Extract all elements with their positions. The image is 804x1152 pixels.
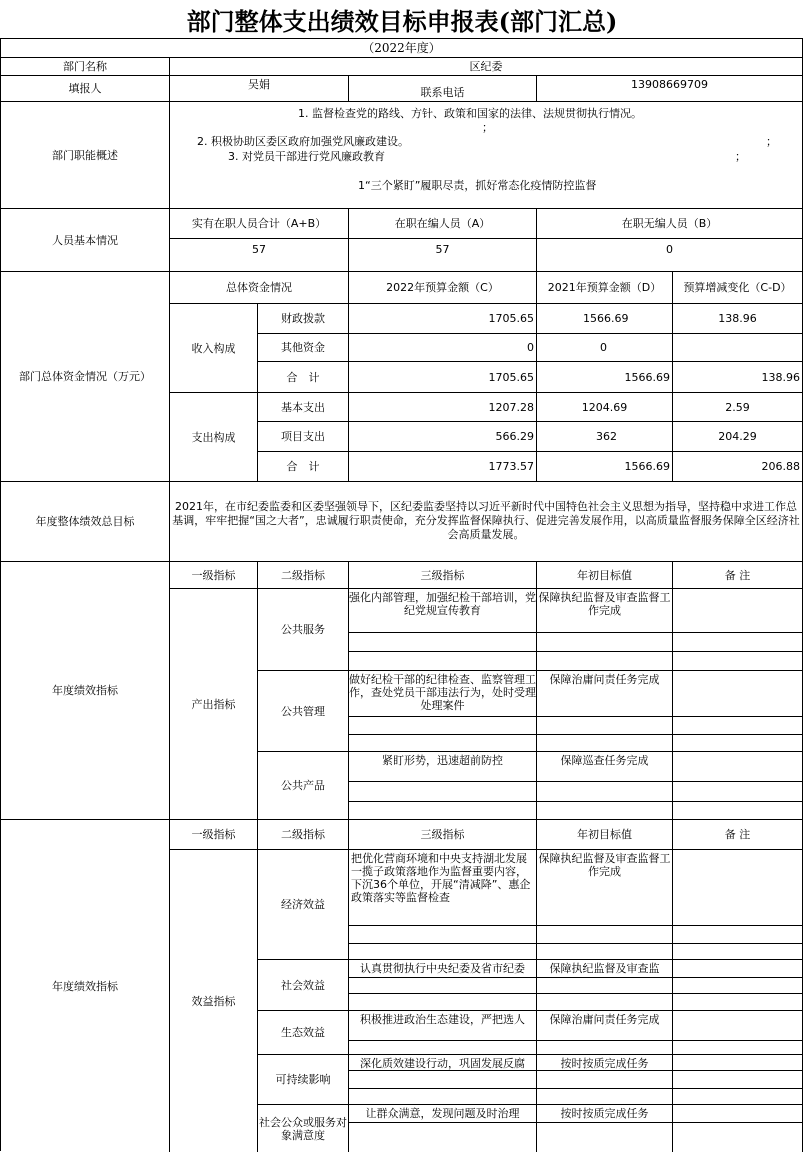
blank-cell: [537, 926, 673, 944]
blank-cell: [537, 1071, 673, 1089]
phone-value: 13908669709: [537, 76, 803, 102]
expense-d-2: 362: [537, 422, 673, 452]
perf1-note-1: [673, 589, 803, 633]
blank-cell: [537, 978, 673, 994]
blank-cell: [349, 1041, 537, 1055]
expense-c-2: 566.29: [349, 422, 537, 452]
phone-label: 联系电话: [349, 76, 537, 102]
perf2-target-3: 保障治庸问责任务完成: [537, 1011, 673, 1041]
expense-name-3: 合 计: [258, 452, 349, 482]
blank-cell: [673, 1071, 803, 1089]
funds-header-overall: 总体资金情况: [170, 272, 349, 304]
funds-header-c: 2022年预算金额（C）: [349, 272, 537, 304]
income-diff-1: 138.96: [673, 304, 803, 334]
blank-cell: [673, 717, 803, 735]
dept-name-label: 部门名称: [1, 58, 170, 76]
perf1-header-note: 备 注: [673, 562, 803, 589]
blank-cell: [349, 1089, 537, 1105]
staff-header-total: 实有在职人员合计（A+B）: [170, 209, 349, 239]
blank-cell: [349, 633, 537, 652]
expense-diff-1: 2.59: [673, 393, 803, 422]
perf1-group-3: 公共产品: [258, 752, 349, 820]
funds-header-diff: 预算增减变化（C-D）: [673, 272, 803, 304]
perf2-level1: 效益指标: [170, 850, 258, 1152]
perf1-target-1: 保障执纪监督及审查监督工作完成: [537, 589, 673, 633]
blank-cell: [673, 926, 803, 944]
perf1-target-2: 保障治庸问责任务完成: [537, 671, 673, 717]
perf2-header-note: 备 注: [673, 820, 803, 850]
duties-label: 部门职能概述: [1, 102, 170, 209]
perf2-group-3: 生态效益: [258, 1011, 349, 1055]
duty-sep-3: ；: [735, 150, 746, 163]
income-d-2: 0: [537, 334, 673, 362]
perf2-label: 年度绩效指标: [1, 820, 170, 1152]
income-d-3: 1566.69: [537, 362, 673, 393]
expense-name-1: 基本支出: [258, 393, 349, 422]
income-name-1: 财政拨款: [258, 304, 349, 334]
blank-cell: [537, 1123, 673, 1152]
blank-cell: [537, 633, 673, 652]
blank-cell: [537, 1041, 673, 1055]
perf1-target-3: 保障巡查任务完成: [537, 752, 673, 782]
overall-goal-label: 年度整体绩效总目标: [1, 482, 170, 562]
overall-goal-text: 2021年，在市纪委监委和区委坚强领导下，区纪委监委坚持以习近平新时代中国特色社会主义思想为指导，坚持稳中求进工作总基调，牢牢把握“国之大者”，忠诚履行职责使命，充分发挥监督保障执行、促进完善发展作用，以高质量监督服务保障全区经济社会高质量发展。: [172, 500, 800, 541]
staff-header-a: 在职在编人员（A）: [349, 209, 537, 239]
perf1-header-l1: 一级指标: [170, 562, 258, 589]
income-d-1: 1566.69: [537, 304, 673, 334]
perf1-header-target: 年初目标值: [537, 562, 673, 589]
staff-label: 人员基本情况: [1, 209, 170, 272]
duty-line-3: 3. 对党员干部进行党风廉政教育: [228, 150, 385, 163]
perf2-group-5: 社会公众或服务对象满意度: [258, 1105, 349, 1152]
blank-cell: [673, 1041, 803, 1055]
staff-total-value: 57: [170, 239, 349, 272]
duty-line-2: 2. 积极协助区委区政府加强党风廉政建设。: [197, 135, 409, 148]
blank-cell: [349, 994, 537, 1011]
blank-cell: [673, 652, 803, 671]
duty-line-1: 1. 监督检查党的路线、方针、政策和国家的法律、法规贯彻执行情况。: [298, 107, 642, 120]
income-label: 收入构成: [170, 304, 258, 393]
filler-name: 吴娟: [170, 76, 349, 102]
perf2-note-3: [673, 1011, 803, 1041]
perf2-header-l3: 三级指标: [349, 820, 537, 850]
blank-cell: [537, 994, 673, 1011]
perf2-header-l2: 二级指标: [258, 820, 349, 850]
income-c-2: 0: [349, 334, 537, 362]
blank-cell: [673, 782, 803, 802]
blank-cell: [673, 978, 803, 994]
perf2-l3-3: 积极推进政治生态建设，严把选人: [349, 1011, 537, 1041]
perf2-target-5: 按时按质完成任务: [537, 1105, 673, 1123]
staff-header-b: 在职无编人员（B）: [537, 209, 803, 239]
income-c-3: 1705.65: [349, 362, 537, 393]
perf2-note-4: [673, 1055, 803, 1071]
blank-cell: [537, 1089, 673, 1105]
overall-goal-cell: [170, 482, 803, 562]
filler-label: 填报人: [1, 76, 170, 102]
blank-cell: [349, 926, 537, 944]
perf2-group-2: 社会效益: [258, 960, 349, 1011]
expense-d-3: 1566.69: [537, 452, 673, 482]
expense-c-1: 1207.28: [349, 393, 537, 422]
dept-name-value: 区纪委: [170, 58, 803, 76]
perf1-group-2: 公共管理: [258, 671, 349, 752]
income-name-3: 合 计: [258, 362, 349, 393]
duty-line-4: 1“三个紧盯”履职尽责，抓好常态化疫情防控监督: [358, 179, 597, 192]
perf2-note-1: [673, 850, 803, 926]
blank-cell: [349, 802, 537, 820]
blank-cell: [537, 782, 673, 802]
perf1-header-l3: 三级指标: [349, 562, 537, 589]
perf1-label: 年度绩效指标: [1, 562, 170, 820]
expense-diff-3: 206.88: [673, 452, 803, 482]
perf2-target-1: 保障执纪监督及审查监督工作完成: [537, 850, 673, 926]
year-label: （2022年度）: [1, 39, 803, 58]
perf2-l3-1: 把优化营商环境和中央支持湖北发展一揽子政策落地作为监督重要内容，下沉36个单位，开展“清减降”、惠企政策落实等监督检查: [349, 850, 537, 926]
blank-cell: [349, 717, 537, 735]
blank-cell: [673, 1089, 803, 1105]
perf1-l3-2: 做好纪检干部的纪律检查、监察管理工作，查处党员干部违法行为，处时受理处理案件: [349, 671, 537, 717]
blank-cell: [349, 1071, 537, 1089]
blank-cell: [537, 944, 673, 960]
blank-cell: [349, 782, 537, 802]
expense-label: 支出构成: [170, 393, 258, 482]
duty-sep-2: ；: [766, 135, 777, 148]
expense-d-1: 1204.69: [537, 393, 673, 422]
blank-cell: [349, 978, 537, 994]
blank-cell: [537, 717, 673, 735]
blank-cell: [673, 633, 803, 652]
perf2-group-4: 可持续影响: [258, 1055, 349, 1105]
expense-name-2: 项目支出: [258, 422, 349, 452]
blank-cell: [673, 735, 803, 752]
blank-cell: [537, 652, 673, 671]
blank-cell: [349, 652, 537, 671]
perf2-l3-2: 认真贯彻执行中央纪委及省市纪委: [349, 960, 537, 978]
table-frame: [0, 38, 803, 1151]
perf2-group-1: 经济效益: [258, 850, 349, 960]
blank-cell: [673, 994, 803, 1011]
blank-cell: [537, 735, 673, 752]
perf1-group-1: 公共服务: [258, 589, 349, 671]
staff-b-value: 0: [537, 239, 803, 272]
perf1-note-3: [673, 752, 803, 782]
funds-label: 部门总体资金情况（万元）: [1, 272, 170, 482]
perf2-header-target: 年初目标值: [537, 820, 673, 850]
perf2-l3-5: 让群众满意，发现问题及时治理: [349, 1105, 537, 1123]
perf1-note-2: [673, 671, 803, 717]
blank-cell: [673, 802, 803, 820]
perf1-level1: 产出指标: [170, 589, 258, 820]
perf1-header-l2: 二级指标: [258, 562, 349, 589]
blank-cell: [349, 1123, 537, 1152]
income-diff-3: 138.96: [673, 362, 803, 393]
income-diff-2: [673, 334, 803, 362]
expense-diff-2: 204.29: [673, 422, 803, 452]
perf2-note-2: [673, 960, 803, 978]
duties-cell: [170, 102, 803, 209]
income-name-2: 其他资金: [258, 334, 349, 362]
perf1-l3-1: 强化内部管理，加强纪检干部培训，党纪党规宣传教育: [349, 589, 537, 633]
perf2-target-2: 保障执纪监督及审查监: [537, 960, 673, 978]
blank-cell: [537, 802, 673, 820]
blank-cell: [349, 944, 537, 960]
perf2-note-5: [673, 1105, 803, 1123]
blank-cell: [673, 1123, 803, 1152]
perf2-header-l1: 一级指标: [170, 820, 258, 850]
staff-a-value: 57: [349, 239, 537, 272]
blank-cell: [349, 735, 537, 752]
report-title: 部门整体支出绩效目标申报表(部门汇总): [186, 6, 618, 36]
income-c-1: 1705.65: [349, 304, 537, 334]
expense-c-3: 1773.57: [349, 452, 537, 482]
duty-sep-1: ；: [482, 121, 493, 134]
blank-cell: [673, 944, 803, 960]
perf2-target-4: 按时按质完成任务: [537, 1055, 673, 1071]
funds-header-d: 2021年预算金额（D）: [537, 272, 673, 304]
perf1-l3-3: 紧盯形势，迅速超前防控: [349, 752, 537, 782]
perf2-l3-4: 深化质效建设行动，巩固发展反腐: [349, 1055, 537, 1071]
